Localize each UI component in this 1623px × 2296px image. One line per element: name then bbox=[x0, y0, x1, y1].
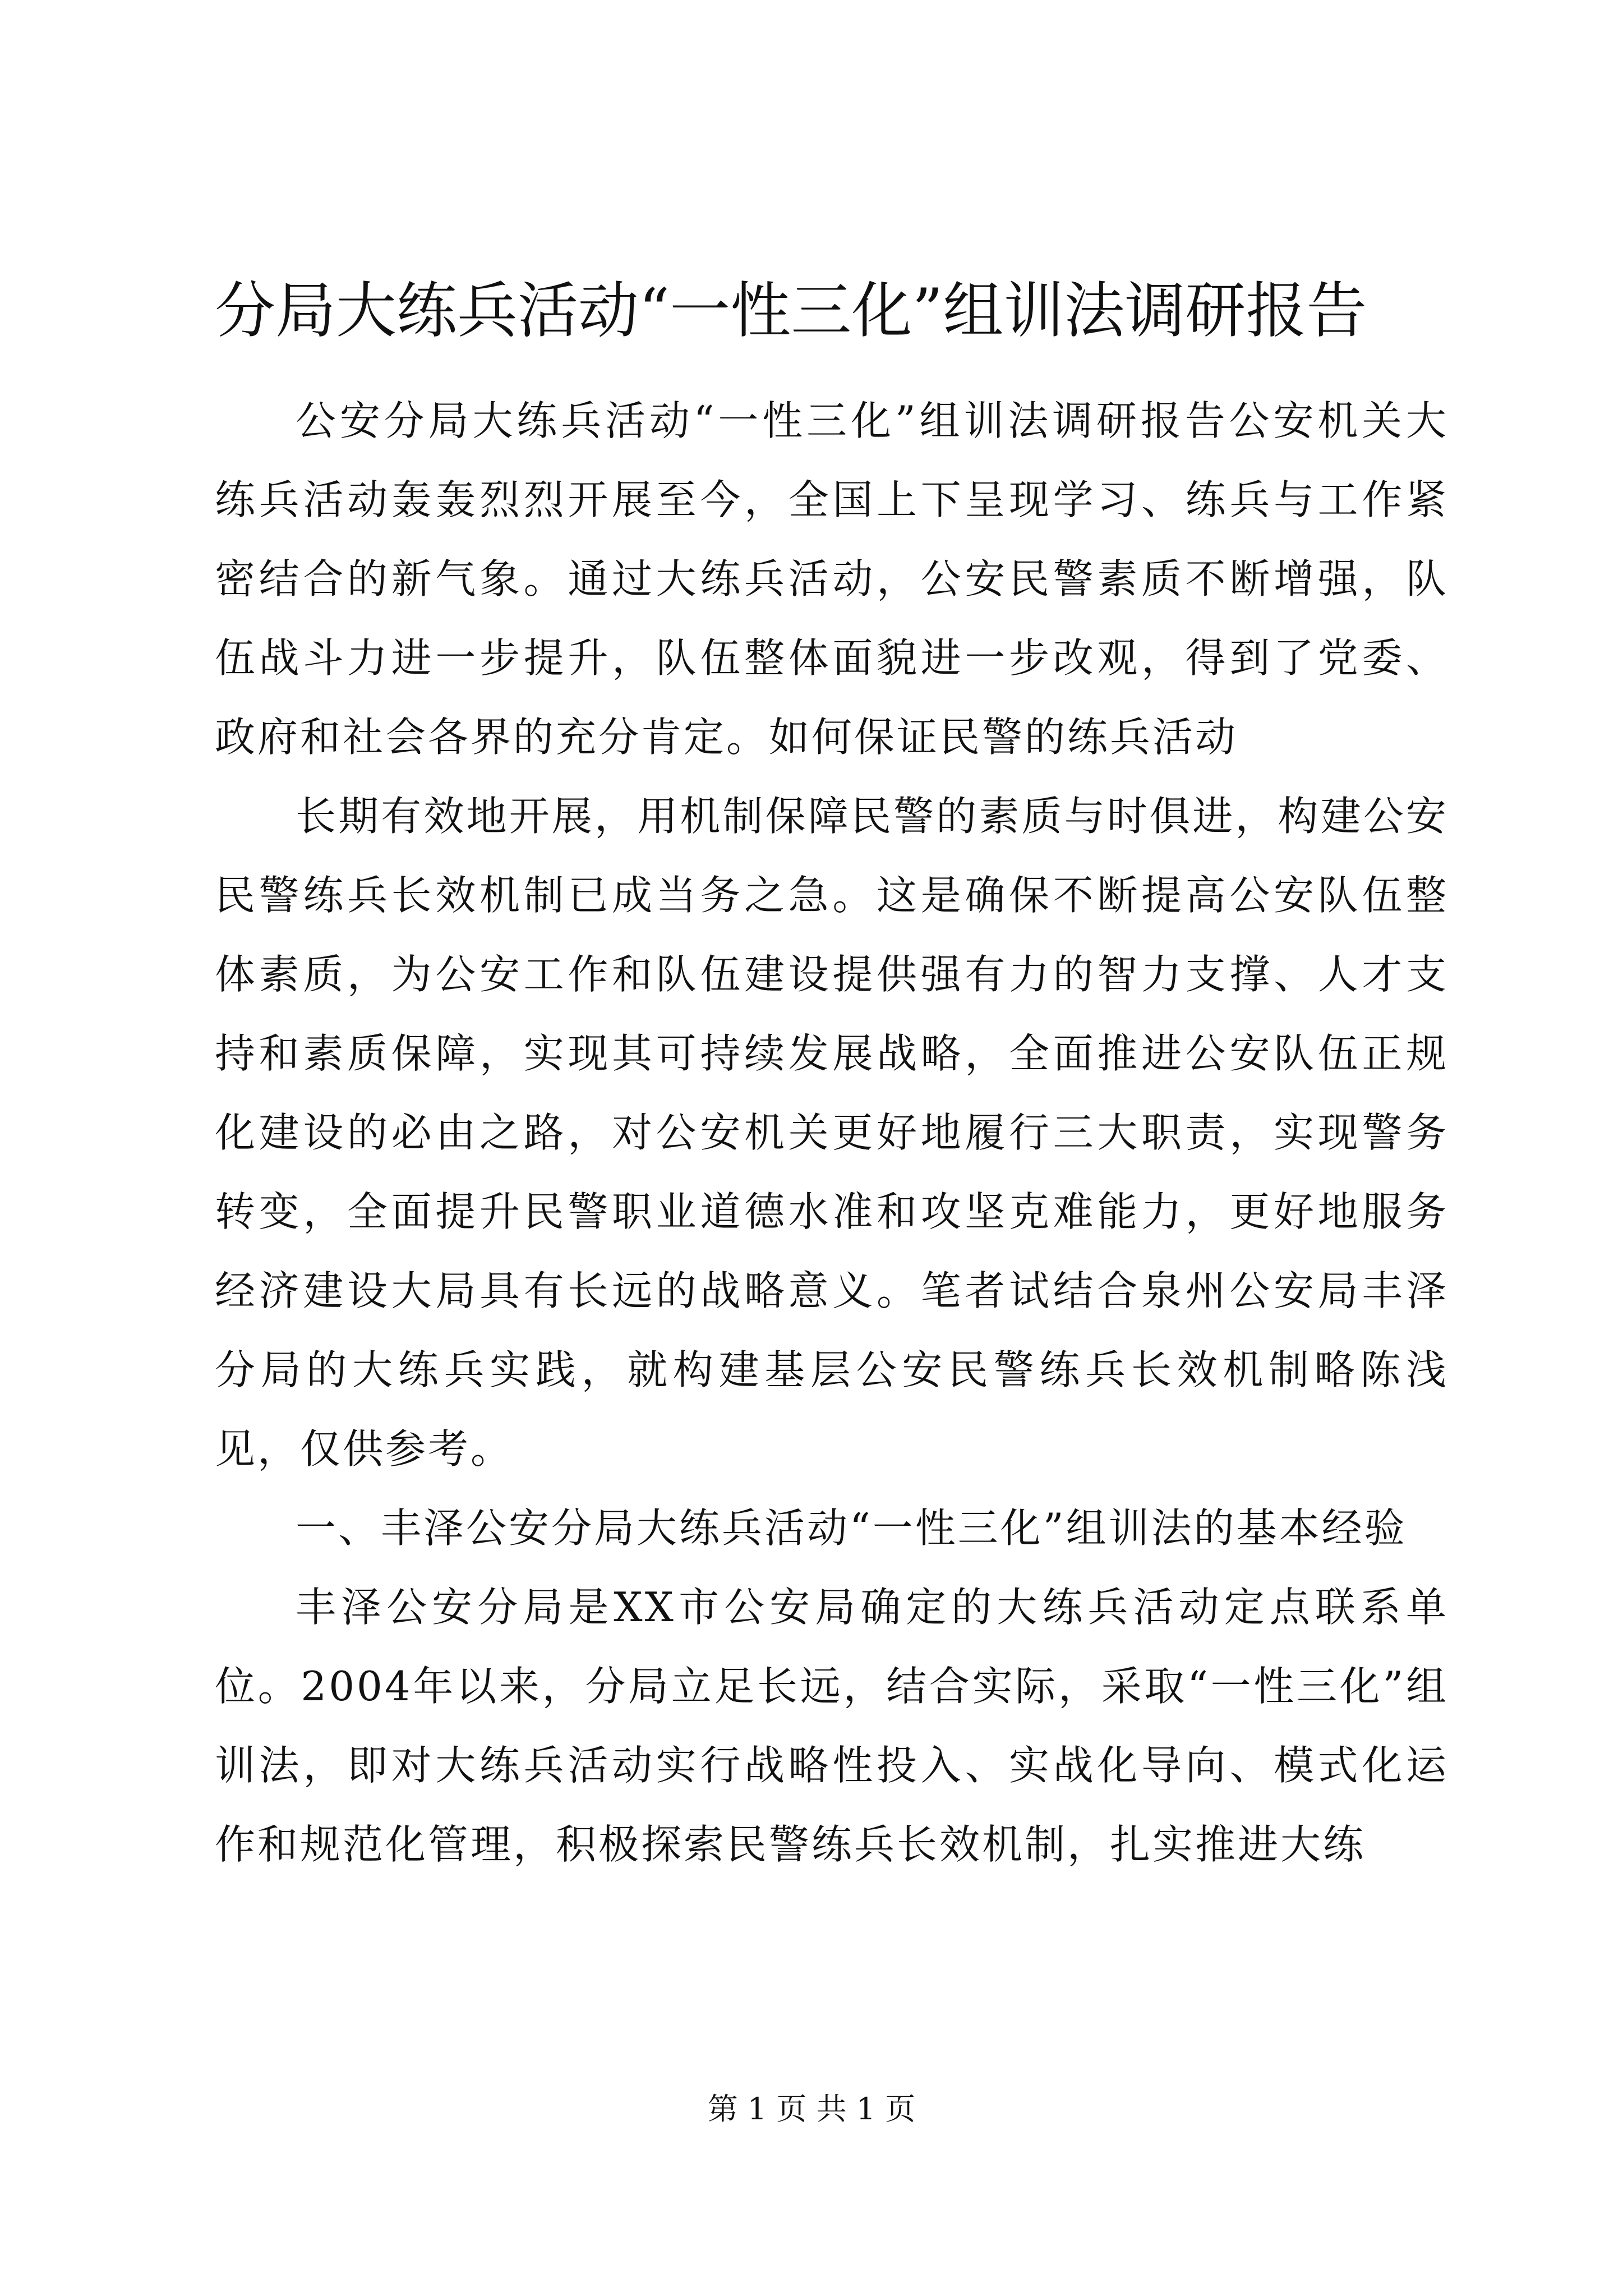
document-title: 分局大练兵活动“一性三化”组训法调研报告 bbox=[215, 276, 1367, 346]
page-footer: 第 1 页 共 1 页 bbox=[707, 2091, 916, 2127]
section-heading-1: 一、丰泽公安分局大练兵活动“一性三化”组训法的基本经验 bbox=[296, 1504, 1407, 1552]
paragraph-3: 丰泽公安分局是XX市公安局确定的大练兵活动定点联系单位。2004年以来，分局立足长远，结合实际，采取“一性三化”组训法，即对大练兵活动实行战略性投入、实战化导向、模式化运作和规范化管理，积极探索民警练兵长效机制，扎实推进大练 bbox=[215, 1584, 1449, 1868]
paragraph-1: 公安分局大练兵活动“一性三化”组训法调研报告公安机关大练兵活动轰轰烈烈开展至今，全国上下呈现学习、练兵与工作紧密结合的新气象。通过大练兵活动，公安民警素质不断增强，队伍战斗力进一步提升，队伍整体面貌进一步改观，得到了党委、政府和社会各界的充分肯定。如何保证民警的练兵活动 bbox=[215, 397, 1449, 761]
paragraph-2: 长期有效地开展，用机制保障民警的素质与时俱进，构建公安民警练兵长效机制已成当务之急。这是确保不断提高公安队伍整体素质，为公安工作和队伍建设提供强有力的智力支撑、人才支持和素质保障，实现其可持续发展战略，全面推进公安队伍正规化建设的必由之路，对公安机关更好地履行三大职责，实现警务转变，全面提升民警职业道德水准和攻坚克难能力，更好地服务经济建设大局具有长远的战略意义。笔者试结合泉州公安局丰泽分局的大练兵实践，就构建基层公安民警练兵长效机制略陈浅见，仅供参考。 bbox=[215, 793, 1449, 1473]
document-body bbox=[215, 381, 1449, 1884]
